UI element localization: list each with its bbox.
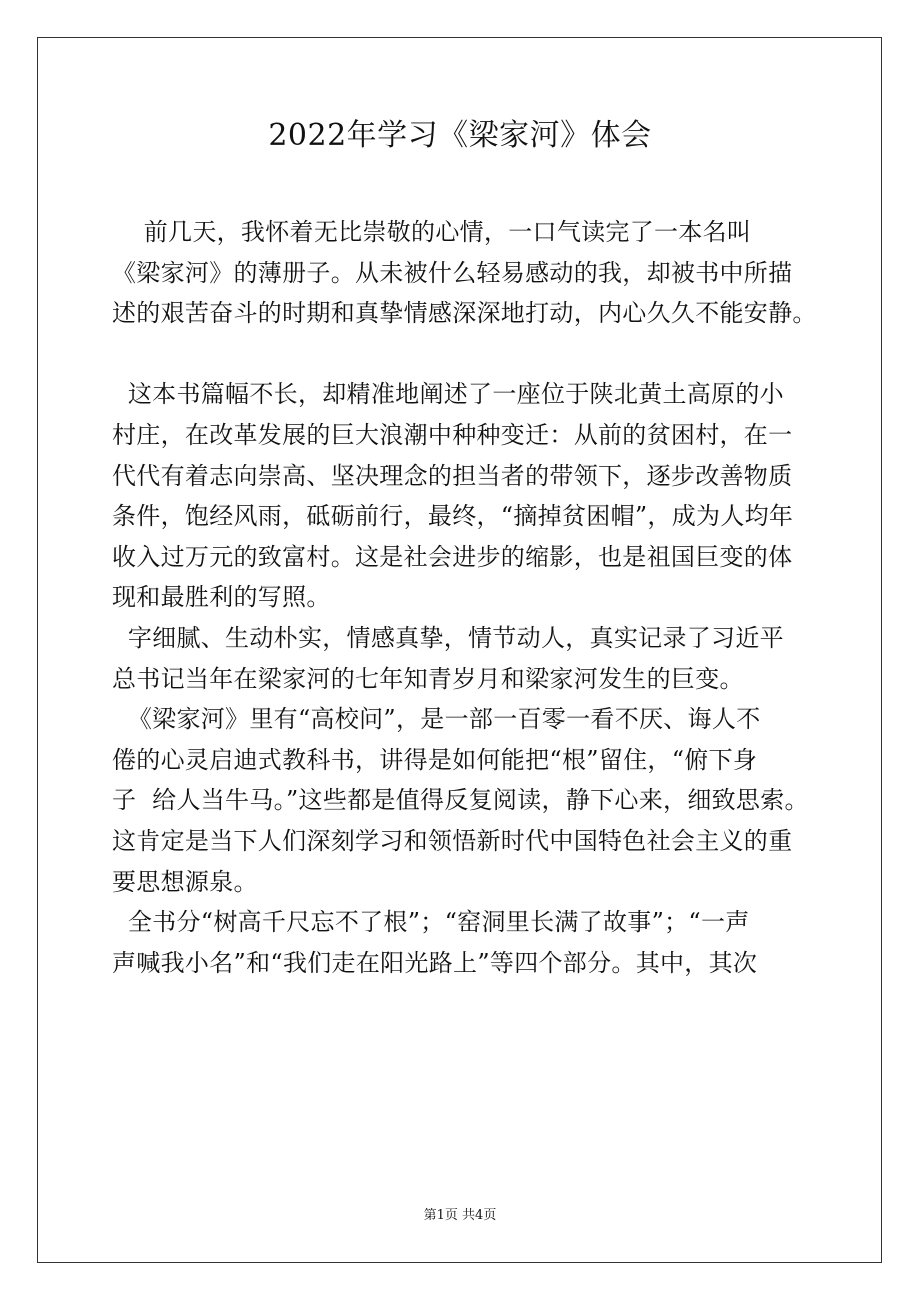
body-line: 字细腻、生动朴实，情感真挚，情节动人，真实记录了习近平: [112, 623, 784, 652]
paragraph-gap: [112, 334, 832, 375]
document-body: [112, 212, 832, 983]
body-line: 《梁家河》的薄册子。从未被什么轻易感动的我，却被书中所描: [112, 258, 793, 287]
body-line: 前几天，我怀着无比崇敬的心情，一口气读完了一本名叫: [112, 218, 752, 246]
page-footer: 第1页 共4页: [423, 1208, 497, 1223]
body-line: 《梁家河》里有“高校问”，是一部一百零一看不厌、诲人不: [112, 705, 761, 734]
body-line: 子 给人当牛马。”这些都是值得反复阅读，静下心来，细致思索。: [112, 786, 809, 815]
body-line: 倦的心灵启迪式教科书，讲得是如何能把“根”留住，“俯下身: [112, 745, 758, 774]
body-line: 这本书篇幅不长，却精准地阐述了一座位于陕北黄土高原的小: [112, 380, 784, 409]
body-line: 代代有着志向崇高、坚决理念的担当者的带领下，逐步改善物质: [112, 461, 793, 490]
body-line: 总书记当年在梁家河的七年知青岁月和梁家河发生的巨变。: [112, 664, 744, 693]
body-line: 收入过万元的致富村。这是社会进步的缩影，也是祖国巨变的体: [112, 542, 793, 571]
body-line: 声喊我小名”和“我们走在阳光路上”等四个部分。其中，其次: [112, 948, 758, 977]
body-line: 村庄，在改革发展的巨大浪潮中种种变迁：从前的贫困村，在一: [112, 420, 793, 449]
body-line: 条件，饱经风雨，砥砺前行，最终，“摘掉贫困帽”，成为人均年: [112, 502, 794, 531]
body-line: 全书分“树高千尺忘不了根”；“窑洞里长满了故事”；“一声: [112, 908, 750, 937]
body-line: 这肯定是当下人们深刻学习和领悟新时代中国特色社会主义的重: [112, 826, 793, 855]
body-line: 述的艰苦奋斗的时期和真挚情感深深地打动，内心久久不能安静。: [112, 299, 817, 328]
body-line: 现和最胜利的写照。: [112, 583, 331, 612]
document-title: 2022年学习《梁家河》体会: [268, 118, 652, 153]
body-line: 要思想源泉。: [112, 867, 258, 896]
